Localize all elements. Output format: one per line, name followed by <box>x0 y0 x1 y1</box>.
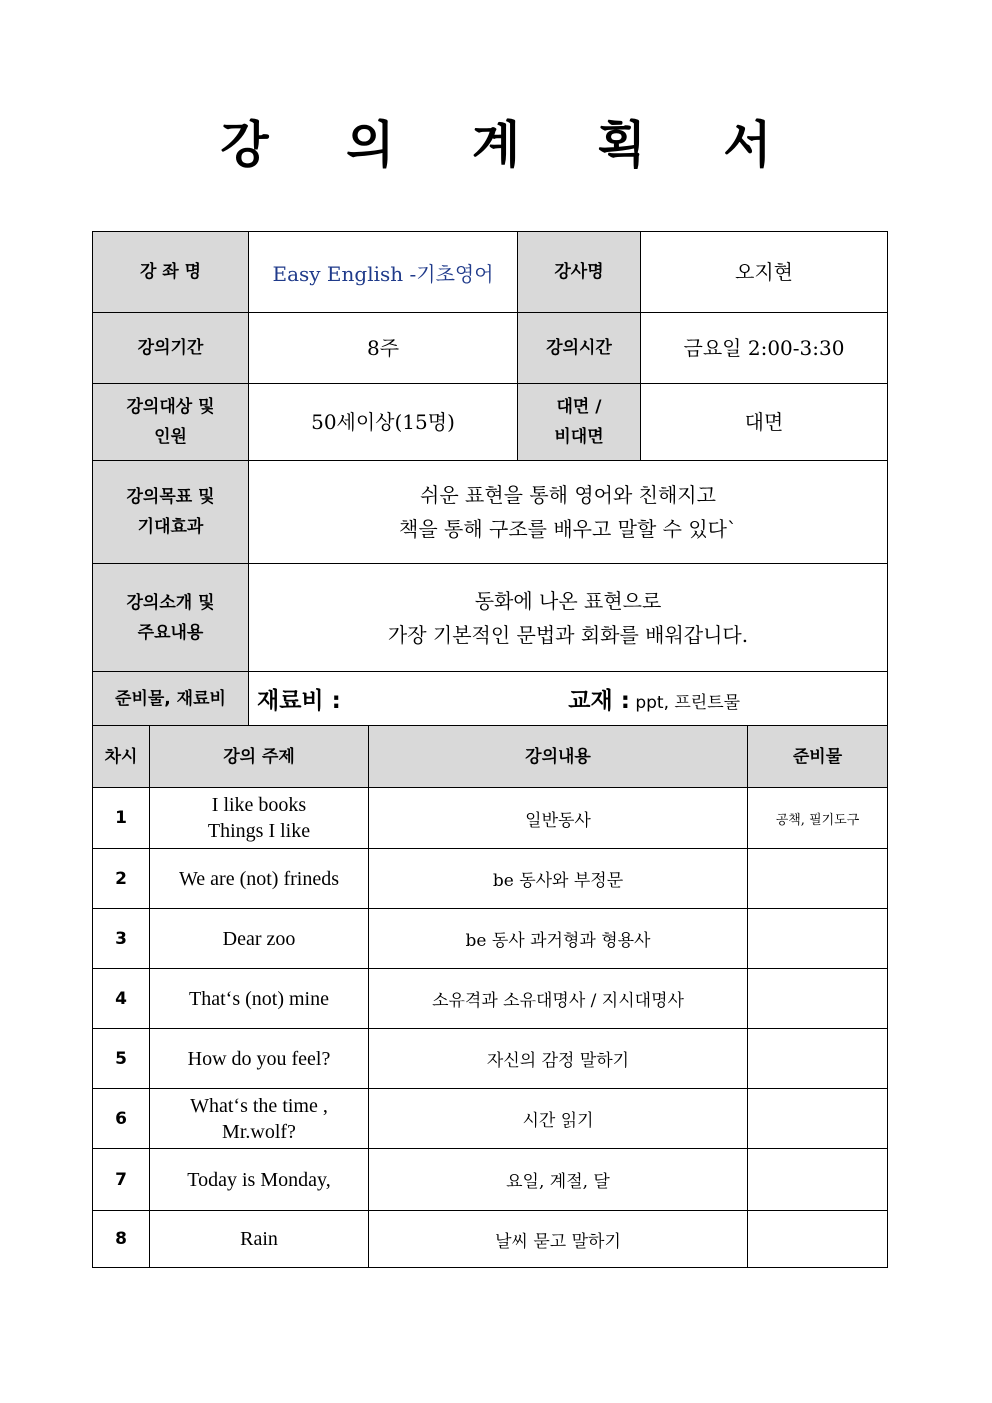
header-materials: 준비물 <box>748 726 888 788</box>
session-topic: Today is Monday, <box>150 1149 369 1211</box>
session-content: be 동사와 부정문 <box>369 849 748 909</box>
session-topic: We are (not) frineds <box>150 849 369 909</box>
session-material: 공책, 필기도구 <box>748 788 888 849</box>
textbook-label: 교재 : <box>568 688 630 714</box>
table-row <box>93 1211 888 1268</box>
info-row-course <box>93 232 888 313</box>
session-topic <box>150 788 369 849</box>
session-topic: Rain <box>150 1211 369 1268</box>
session-content: 요일, 계절, 달 <box>369 1149 748 1211</box>
session-number: 6 <box>93 1089 150 1149</box>
instructor-label: 강사명 <box>518 232 641 313</box>
session-topic <box>150 1089 369 1149</box>
target-label-line-1: 강의대상 및 <box>126 397 215 417</box>
session-content: 날씨 묻고 말하기 <box>369 1211 748 1268</box>
table-row <box>93 849 888 909</box>
table-row <box>93 788 888 849</box>
session-number: 5 <box>93 1029 150 1089</box>
prep-value <box>249 672 888 726</box>
info-row-prep <box>93 672 888 726</box>
goal-label <box>93 461 249 564</box>
session-material <box>748 1211 888 1268</box>
fee-label: 재료비 : <box>257 688 341 714</box>
session-number: 3 <box>93 909 150 969</box>
session-number: 8 <box>93 1211 150 1268</box>
intro-label <box>93 564 249 672</box>
header-session: 차시 <box>93 726 150 788</box>
goal-label-line-2: 기대효과 <box>137 517 204 537</box>
course-name-value: Easy English -기초영어 <box>249 232 518 313</box>
session-topic-line-1: I like books <box>211 794 307 816</box>
session-topic-line-1: What‘s the time , <box>190 1094 328 1117</box>
session-topic-line-2: Mr.wolf? <box>222 1120 296 1143</box>
schedule-table <box>92 725 888 1268</box>
table-row <box>93 909 888 969</box>
session-number: 4 <box>93 969 150 1029</box>
period-label: 강의기간 <box>93 313 249 384</box>
course-name-label: 강 좌 명 <box>93 232 249 313</box>
session-topic: That‘s (not) mine <box>150 969 369 1029</box>
intro-value <box>249 564 888 672</box>
session-content: 시간 읽기 <box>369 1089 748 1149</box>
period-value: 8주 <box>249 313 518 384</box>
instructor-value: 오지현 <box>641 232 888 313</box>
textbook-value: ppt, 프린트물 <box>635 693 741 713</box>
time-label: 강의시간 <box>518 313 641 384</box>
session-number: 2 <box>93 849 150 909</box>
session-material <box>748 849 888 909</box>
info-row-target <box>93 384 888 461</box>
mode-label-line-2: 비대면 <box>554 427 604 447</box>
table-row <box>93 1089 888 1149</box>
mode-value: 대면 <box>641 384 888 461</box>
target-label-line-2: 인원 <box>154 427 187 447</box>
session-topic: How do you feel? <box>150 1029 369 1089</box>
course-info-table <box>92 231 888 726</box>
session-topic: Dear zoo <box>150 909 369 969</box>
session-number: 7 <box>93 1149 150 1211</box>
session-material <box>748 909 888 969</box>
goal-line-2: 책을 통해 구조를 배우고 말할 수 있다` <box>399 517 737 541</box>
session-material <box>748 1149 888 1211</box>
info-row-intro <box>93 564 888 672</box>
info-row-period <box>93 313 888 384</box>
session-material <box>748 1029 888 1089</box>
intro-label-line-1: 강의소개 및 <box>126 592 215 613</box>
session-content: 자신의 감정 말하기 <box>369 1029 748 1089</box>
intro-line-2: 가장 기본적인 문법과 회화를 배워갑니다. <box>387 622 749 647</box>
page-title: 강 의 계 획 서 <box>220 116 802 174</box>
schedule-header-row <box>93 726 888 788</box>
session-content: 일반동사 <box>369 788 748 849</box>
goal-line-1: 쉬운 표현을 통해 영어와 친해지고 <box>420 483 716 507</box>
info-row-goal <box>93 461 888 564</box>
time-value: 금요일 2:00-3:30 <box>641 313 888 384</box>
session-content: 소유격과 소유대명사 / 지시대명사 <box>369 969 748 1029</box>
table-row <box>93 1029 888 1089</box>
table-row <box>93 1149 888 1211</box>
mode-label <box>518 384 641 461</box>
goal-label-line-1: 강의목표 및 <box>126 487 215 507</box>
session-topic-line-2: Things I like <box>207 820 311 842</box>
mode-label-line-1: 대면 / <box>556 397 602 417</box>
session-number: 1 <box>93 788 150 849</box>
intro-label-line-2: 주요내용 <box>137 622 204 643</box>
prep-label: 준비물, 재료비 <box>93 672 249 726</box>
session-material <box>748 969 888 1029</box>
intro-line-1: 동화에 나온 표현으로 <box>474 588 662 613</box>
goal-value <box>249 461 888 564</box>
header-topic: 강의 주제 <box>150 726 369 788</box>
table-row <box>93 969 888 1029</box>
header-content: 강의내용 <box>369 726 748 788</box>
session-material <box>748 1089 888 1149</box>
session-content: be 동사 과거형과 형용사 <box>369 909 748 969</box>
target-label <box>93 384 249 461</box>
target-value: 50세이상(15명) <box>249 384 518 461</box>
